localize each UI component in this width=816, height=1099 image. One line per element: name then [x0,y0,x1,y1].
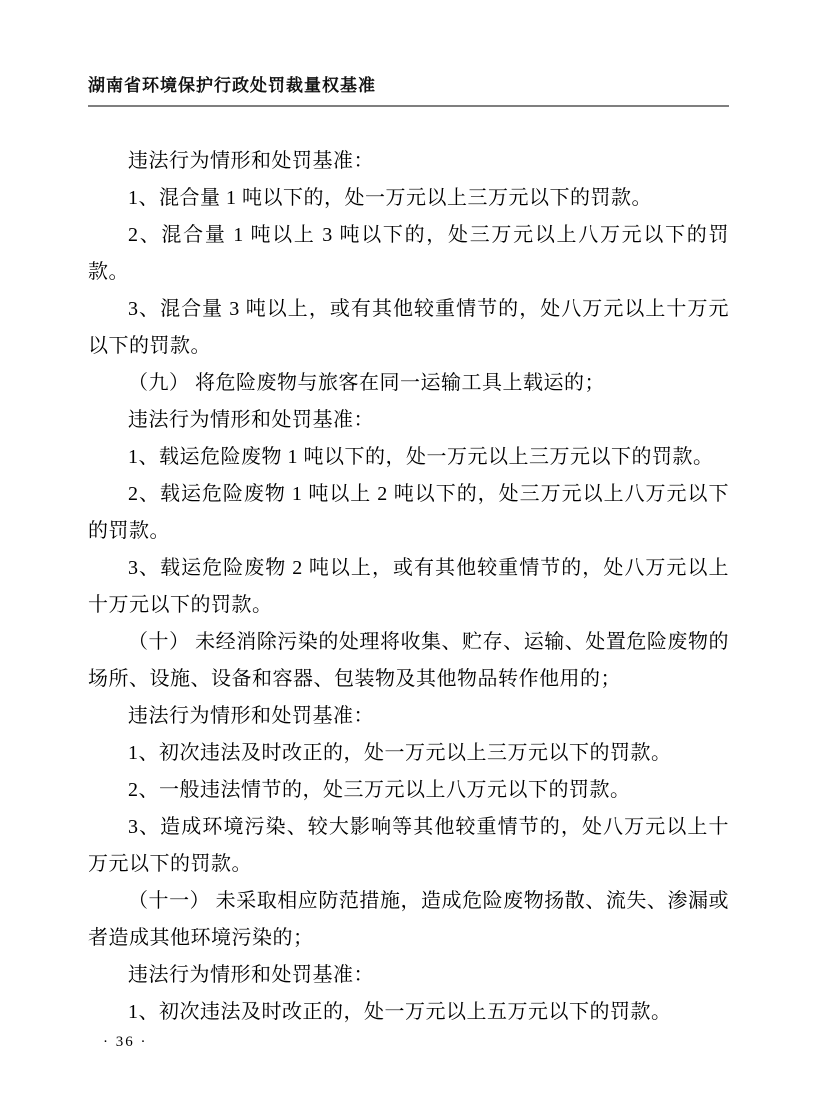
body-paragraph-section-11: （十一） 未采取相应防范措施，造成危险废物扬散、流失、渗漏或者造成其他环境污染的； [88,890,729,949]
body-paragraph-item-1: 1、初次违法及时改正的，处一万元以上五万元以下的罚款。 [128,1001,672,1023]
body-paragraph-section-10: （十） 未经消除污染的处理将收集、贮存、运输、处置危险废物的场所、设施、设备和容器、包装物及其他物品转作他用的； [88,631,729,690]
header-rule-divider [88,105,729,107]
body-paragraph-item-2: 2、载运危险废物 1 吨以上 2 吨以下的，处三万元以上八万元以下的罚款。 [88,483,729,542]
body-paragraph-item-2: 2、一般违法情节的，处三万元以上八万元以下的罚款。 [128,779,631,801]
body-paragraph-item-3: 3、载运危险废物 2 吨以上，或有其他较重情节的，处八万元以上十万元以下的罚款。 [88,557,729,616]
body-paragraph-item-2: 2、混合量 1 吨以上 3 吨以下的，处三万元以上八万元以下的罚款。 [88,224,729,283]
body-paragraph-item-3: 3、造成环境污染、较大影响等其他较重情节的，处八万元以上十万元以下的罚款。 [88,816,729,875]
body-paragraph-standards-heading: 违法行为情形和处罚基准： [128,150,374,172]
body-paragraph-item-1: 1、载运危险废物 1 吨以下的，处一万元以上三万元以下的罚款。 [128,446,714,468]
body-paragraph-item-1: 1、初次违法及时改正的，处一万元以上三万元以下的罚款。 [128,742,672,764]
body-paragraph-item-3: 3、混合量 3 吨以上，或有其他较重情节的，处八万元以上十万元以下的罚款。 [88,298,729,357]
page-number: · 36 · [103,1034,148,1050]
document-header-title: 湖南省环境保护行政处罚裁量权基准 [88,76,376,95]
body-paragraph-section-9: （九） 将危险废物与旅客在同一运输工具上载运的； [128,372,605,394]
body-paragraph-standards-heading: 违法行为情形和处罚基准： [128,705,374,727]
body-paragraph-item-1: 1、混合量 1 吨以下的，处一万元以上三万元以下的罚款。 [128,187,652,209]
body-paragraph-standards-heading: 违法行为情形和处罚基准： [128,409,374,431]
body-paragraph-standards-heading: 违法行为情形和处罚基准： [128,964,374,986]
document-header [88,76,729,107]
document-footer [103,1034,148,1051]
document-body [88,143,729,1031]
